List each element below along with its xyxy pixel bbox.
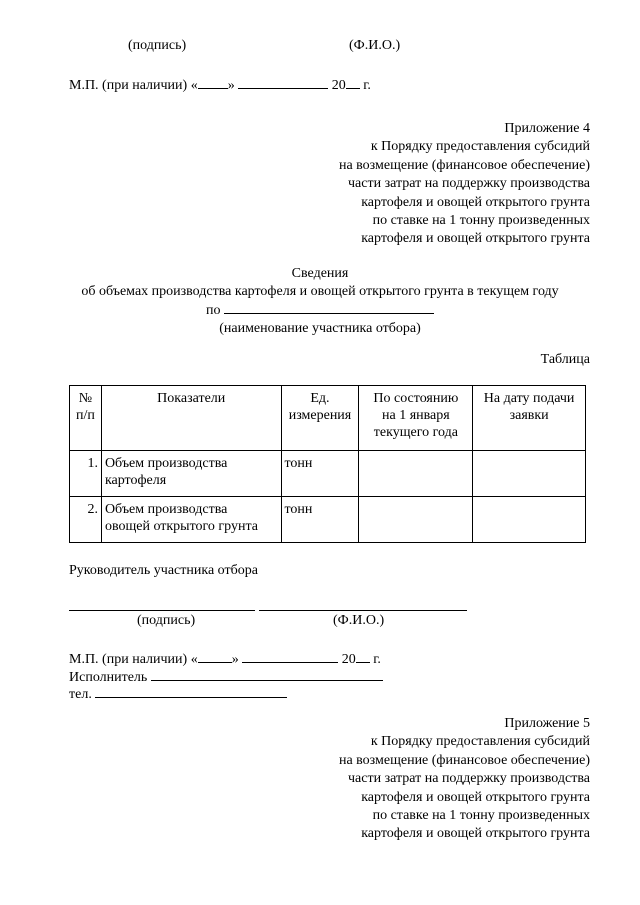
phone-blank: [95, 685, 287, 698]
cell-indicator-line: Объем производства: [104, 502, 228, 517]
appendix-5-line: Приложение 5: [504, 716, 590, 731]
header-num-line: №: [78, 391, 93, 406]
header-on-date: [473, 386, 586, 451]
fio-line: [259, 610, 467, 611]
report-title: Сведения: [291, 266, 349, 281]
cell-on-date[interactable]: [473, 497, 586, 543]
stamp-prefix: М.П. (при наличии) «: [69, 78, 198, 93]
cell-unit: тонн: [281, 451, 359, 497]
executor-blank: [151, 668, 383, 681]
appendix-5-block: [339, 715, 590, 844]
header-unit: [281, 386, 359, 451]
cell-as-of[interactable]: [359, 497, 473, 543]
signature-caption-bottom: (подпись): [137, 613, 196, 628]
appendix-5-line: к Порядку предоставления субсидий: [370, 734, 590, 750]
cell-indicator-line: Объем производства: [104, 456, 228, 471]
report-subtitle: об объемах производства картофеля и овощей открытого грунта в текущем году: [81, 284, 559, 299]
fio-caption-bottom: (Ф.И.О.): [333, 613, 385, 628]
header-on-date-line: заявки: [509, 408, 549, 423]
header-indicator: [101, 386, 281, 451]
cell-num: 1.: [70, 451, 102, 497]
table-label: Таблица: [540, 352, 590, 367]
appendix-5-line: по ставке на 1 тонну произведенных: [372, 808, 590, 824]
appendix-4-line: картофеля и овощей открытого грунта: [361, 194, 590, 210]
by-prefix: по: [206, 303, 221, 318]
header-indicator-text: Показатели: [157, 391, 226, 406]
day-blank: [198, 650, 232, 663]
appendix-4-line: на возмещение (финансовое обеспечение): [338, 157, 590, 173]
participant-line: [0, 301, 640, 320]
header-num: [70, 386, 102, 451]
appendix-4-block: [339, 120, 590, 249]
cell-indicator: [101, 451, 281, 497]
day-blank: [198, 76, 228, 89]
appendix-4-line: Приложение 4: [504, 121, 590, 136]
cell-on-date[interactable]: [473, 451, 586, 497]
appendix-5-line: на возмещение (финансовое обеспечение): [338, 752, 590, 768]
table-row: [70, 451, 586, 497]
appendix-4-line: по ставке на 1 тонну произведенных: [372, 213, 590, 229]
phone-line: [69, 685, 287, 703]
cell-indicator-line: картофеля: [104, 473, 167, 488]
month-blank: [238, 76, 328, 89]
production-table: [69, 385, 586, 543]
head-label: Руководитель участника отбора: [69, 563, 258, 578]
cell-indicator-line: овощей открытого грунта: [104, 519, 258, 534]
cell-num: 2.: [70, 497, 102, 543]
cell-unit: тонн: [281, 497, 359, 543]
year-suffix: г.: [369, 652, 381, 667]
header-num-line: п/п: [76, 408, 95, 423]
appendix-4-line: части затрат на поддержку производства: [348, 176, 590, 192]
participant-caption: (наименование участника отбора): [219, 321, 421, 336]
stamp-date-line-bottom: [69, 650, 381, 668]
appendix-4-line: к Порядку предоставления субсидий: [370, 139, 590, 155]
fio-caption-top: (Ф.И.О.): [349, 38, 401, 53]
table-header-row: [70, 386, 586, 451]
cell-as-of[interactable]: [359, 451, 473, 497]
appendix-5-line: части затрат на поддержку производства: [348, 771, 590, 787]
table-row: [70, 497, 586, 543]
year-blank: [356, 650, 370, 663]
phone-label: тел.: [69, 687, 92, 702]
header-as-of-line: текущего года: [373, 425, 458, 440]
year-prefix: 20: [331, 78, 346, 93]
year-suffix: г.: [359, 78, 371, 93]
appendix-5-line: картофеля и овощей открытого грунта: [361, 826, 590, 842]
appendix-4-line: картофеля и овощей открытого грунта: [361, 231, 590, 247]
signature-caption-top: (подпись): [128, 38, 187, 53]
executor-line: [69, 668, 383, 686]
cell-indicator: [101, 497, 281, 543]
quote-close: »: [231, 652, 239, 667]
report-header: [0, 265, 640, 338]
year-blank: [346, 76, 360, 89]
header-unit-line: измерения: [288, 408, 352, 423]
header-unit-line: Ед.: [310, 391, 330, 406]
header-as-of-line: на 1 января: [381, 408, 450, 423]
stamp-date-line-top: [69, 76, 371, 94]
month-blank: [242, 650, 338, 663]
appendix-5-line: картофеля и овощей открытого грунта: [361, 789, 590, 805]
year-prefix: 20: [341, 652, 356, 667]
header-as-of: [359, 386, 473, 451]
quote-close: »: [227, 78, 235, 93]
participant-blank: [224, 301, 434, 314]
header-on-date-line: На дату подачи: [483, 391, 575, 406]
executor-label: Исполнитель: [69, 670, 148, 685]
signature-line: [69, 610, 255, 611]
stamp-prefix: М.П. (при наличии) «: [69, 652, 198, 667]
header-as-of-line: По состоянию: [373, 391, 459, 406]
